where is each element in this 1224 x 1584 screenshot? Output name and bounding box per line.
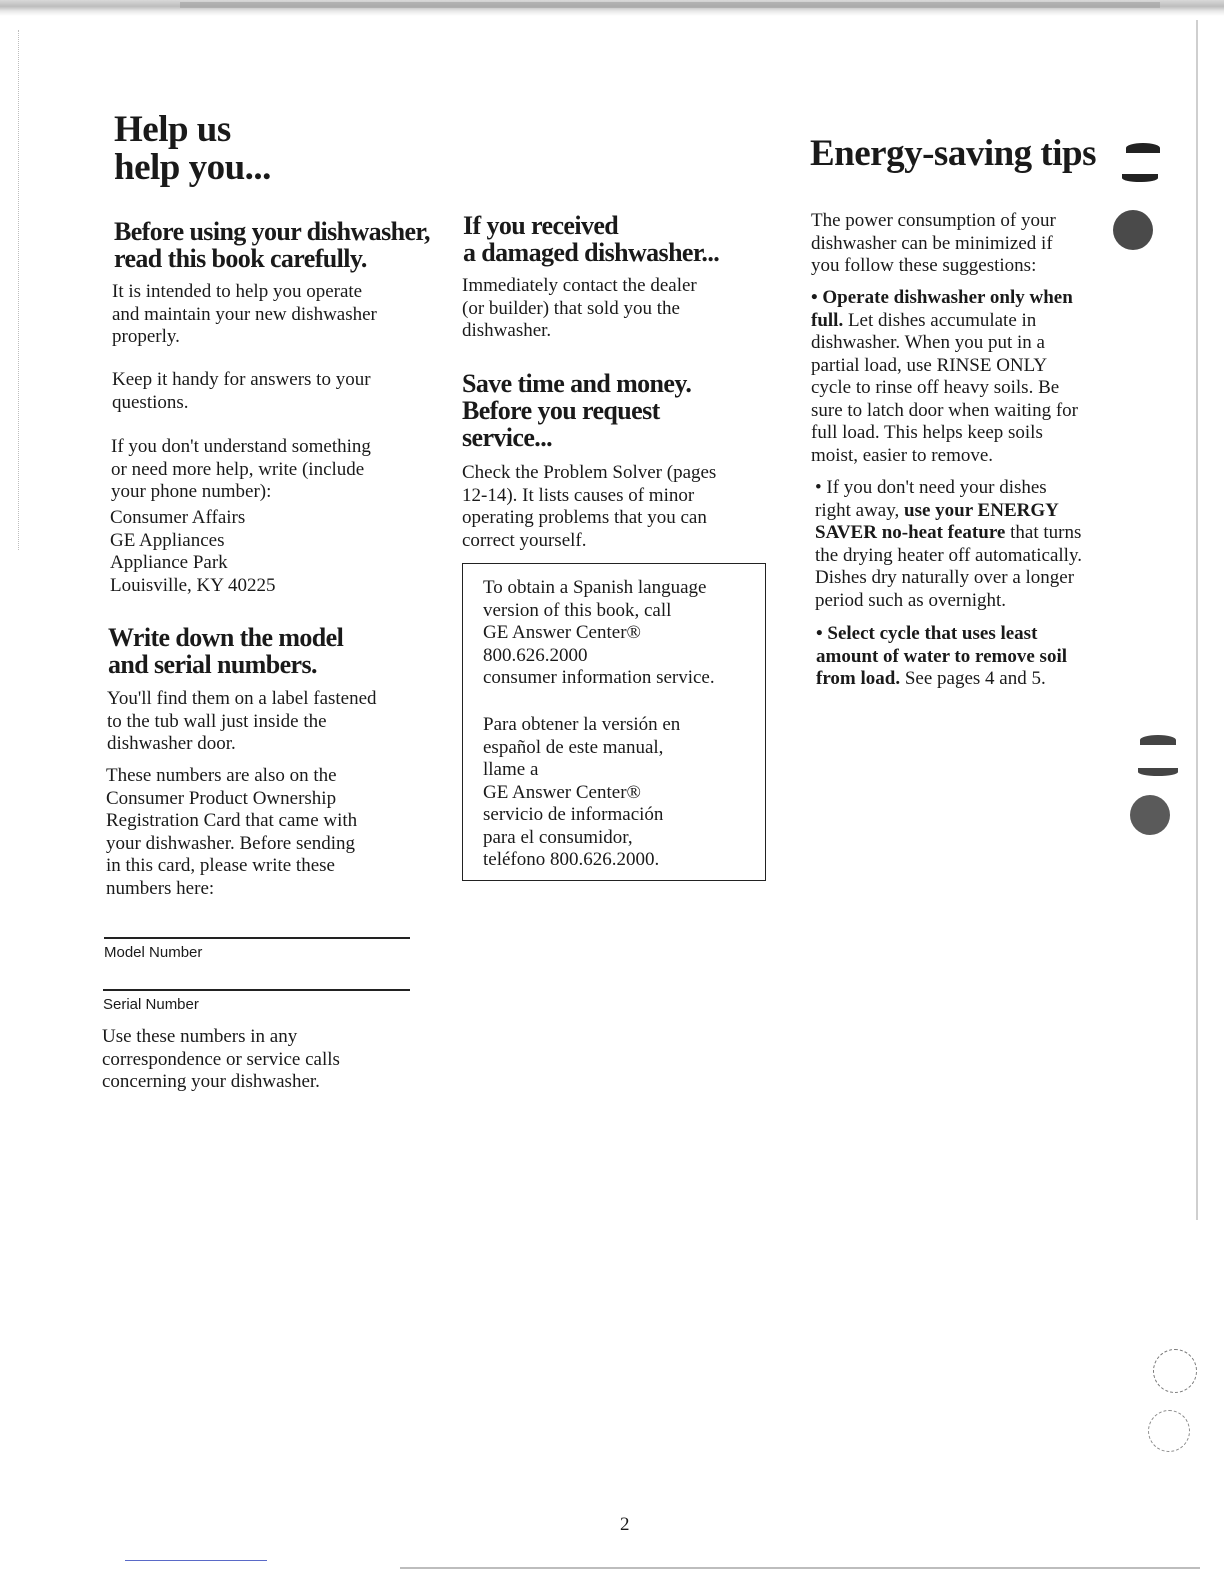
keep-handy-paragraph: Keep it handy for answers to your questions. — [112, 369, 371, 413]
tab-mark-icon — [1126, 143, 1160, 153]
serial-number-label: Serial Number — [103, 996, 199, 1013]
title-line: Help us — [114, 109, 231, 150]
need-help-paragraph: If you don't understand something or need more help, write (include your phone number): — [111, 436, 371, 502]
page-title — [114, 111, 271, 187]
energy-tip-2: • If you don't need your dishes right away, use your ENERGY SAVER no-heat feature that turns the drying heater off automatically. Dishes dry naturally over a longer period such as overnight. — [815, 477, 1082, 611]
scan-top-shadow — [180, 2, 1160, 8]
use-numbers-paragraph: Use these numbers in any correspondence or service calls concerning your dishwasher. — [102, 1026, 340, 1092]
scan-left-edge — [18, 30, 20, 550]
damaged-paragraph: Immediately contact the dealer (or builder) that sold you the dishwasher. — [462, 275, 697, 341]
spanish-box-spanish: Para obtener la versión en español de este manual, llame a GE Answer Center® servicio de información para el consumidor, teléfono 800.626.2000. — [483, 714, 681, 870]
spanish-box-english: To obtain a Spanish language version of this book, call GE Answer Center® 800.626.2000 consumer information service. — [483, 577, 715, 688]
energy-intro: The power consumption of your dishwasher can be minimized if you follow these suggestions: — [811, 210, 1056, 276]
binder-hole-icon — [1113, 210, 1153, 250]
energy-title: Energy-saving tips — [810, 133, 1097, 174]
energy-tip-3: • Select cycle that uses least amount of water to remove soil from load. See pages 4 and 5. — [816, 623, 1067, 689]
title-line: help you... — [114, 147, 271, 188]
before-using-paragraph: It is intended to help you operate and maintain your new dishwasher properly. — [112, 281, 377, 347]
registration-card-paragraph: These numbers are also on the Consumer Product Ownership Registration Card that came with your dishwasher. Before sending in this card, please write these numbers here: — [106, 765, 358, 899]
tab-mark-icon — [1140, 735, 1176, 745]
mailing-address: Consumer Affairs GE Appliances Appliance Park Louisville, KY 40225 — [110, 507, 276, 596]
page-number: 2 — [620, 1514, 630, 1535]
before-using-heading: Before using your dishwasher, read this book carefully. — [114, 217, 430, 273]
scan-bottom-mark — [125, 1560, 267, 1561]
binder-hole-icon — [1130, 795, 1170, 835]
punch-circle-icon — [1148, 1410, 1190, 1452]
scan-right-edge — [1196, 20, 1198, 1220]
tab-mark-icon — [1138, 768, 1178, 776]
problem-solver-paragraph: Check the Problem Solver (pages 12-14). It lists causes of minor operating problems that you can correct yourself. — [462, 462, 717, 551]
bullet-icon: • — [816, 623, 828, 644]
bullet-icon: • — [811, 287, 823, 308]
serial-number-line[interactable] — [103, 989, 410, 991]
write-down-heading: Write down the model and serial numbers. — [108, 623, 344, 679]
energy-tip-1: • Operate dishwasher only when full. Let dishes accumulate in dishwasher. When you put in a partial load, use RINSE ONLY cycle to rinse off heavy soils. Be sure to latch door when waiting for full load. This helps keep soils moist, easier to remove. — [811, 287, 1078, 466]
punch-circle-icon — [1153, 1349, 1197, 1393]
scan-bottom-edge — [400, 1567, 1200, 1569]
label-location-paragraph: You'll find them on a label fastened to the tub wall just inside the dishwasher door. — [107, 688, 377, 754]
bullet-icon: • — [815, 477, 827, 498]
save-time-heading: Save time and money. Before you request service... — [462, 369, 692, 452]
model-number-line[interactable] — [104, 937, 410, 939]
damaged-heading: If you received a damaged dishwasher... — [463, 211, 720, 267]
model-number-label: Model Number — [104, 944, 203, 961]
tab-mark-icon — [1122, 174, 1158, 182]
